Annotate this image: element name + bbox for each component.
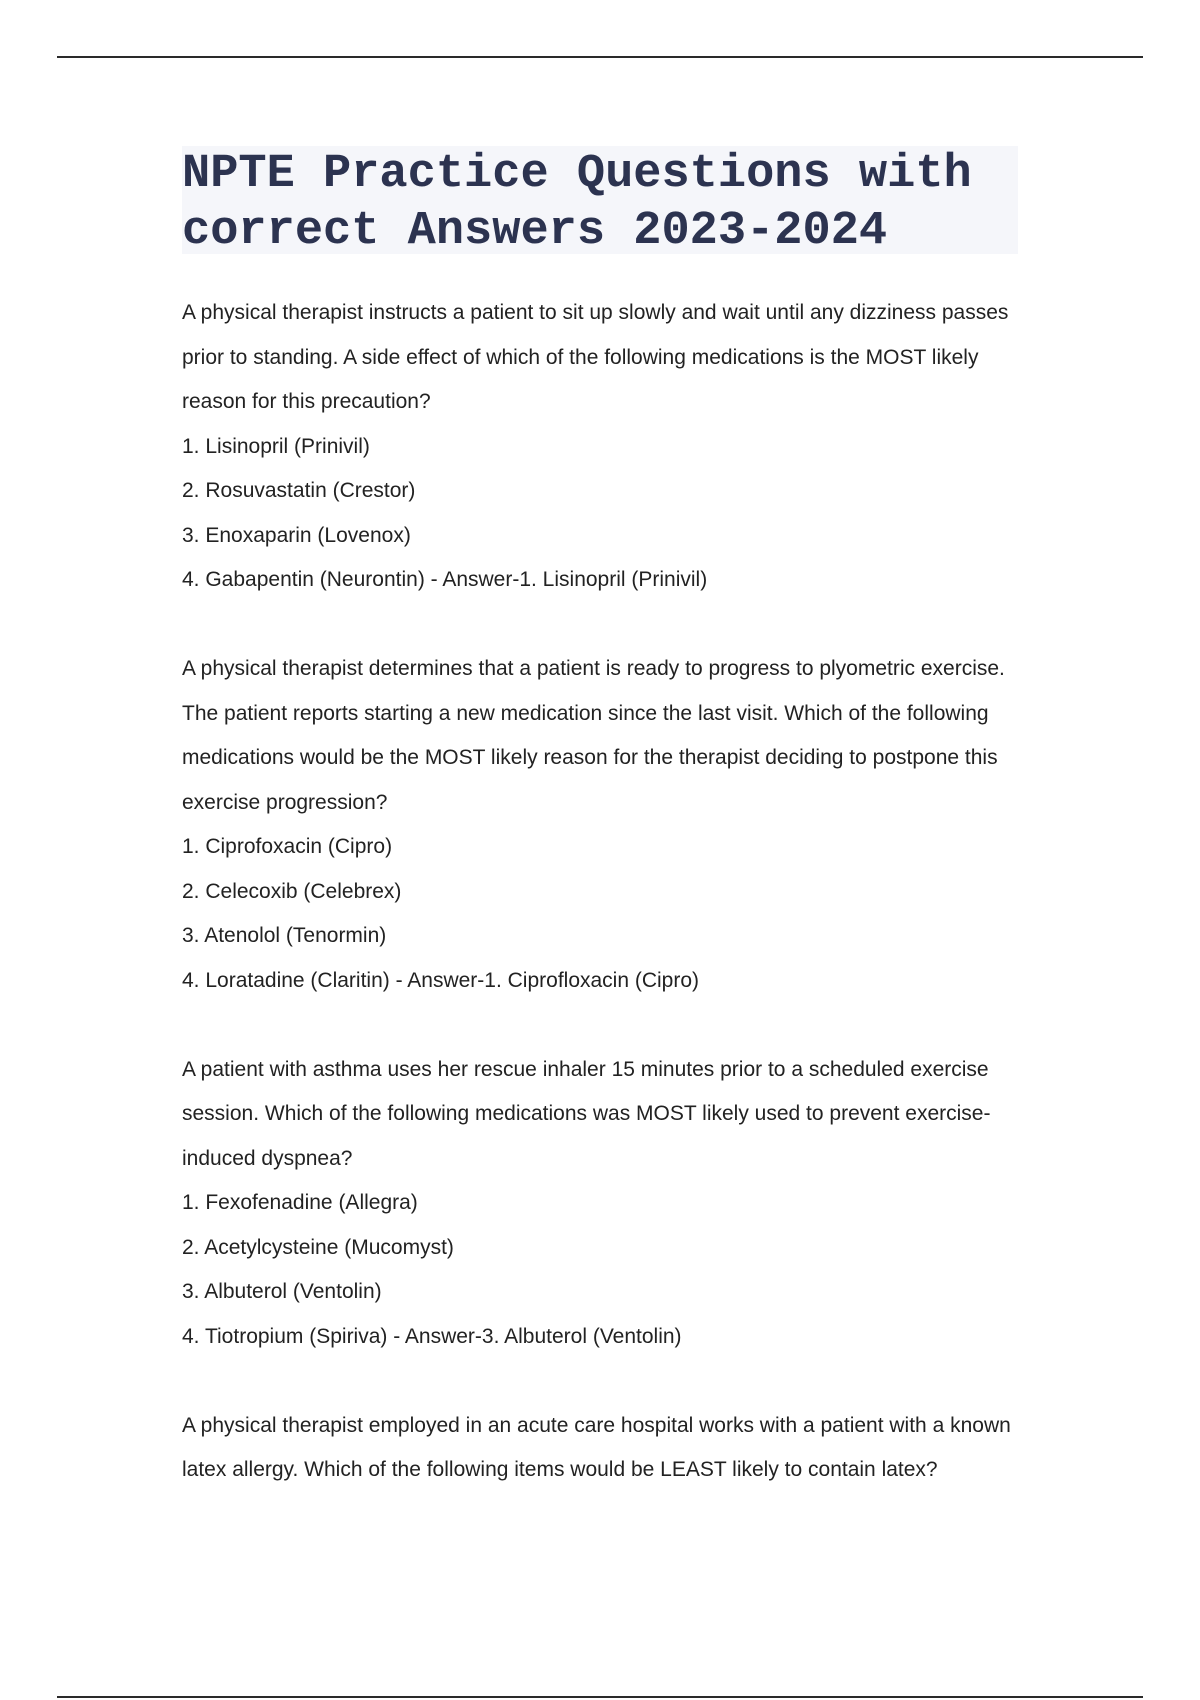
question-block	[182, 291, 1022, 603]
bottom-divider	[57, 1696, 1143, 1698]
document-body	[182, 291, 1022, 1493]
question-block	[182, 1404, 1022, 1493]
answer-option: 4. Loratadine (Claritin) - Answer-1. Ciprofloxacin (Cipro)	[182, 968, 700, 992]
answer-option: 4. Tiotropium (Spiriva) - Answer-3. Albuterol (Ventolin)	[182, 1324, 682, 1348]
title-banner	[182, 146, 1018, 258]
question-block	[182, 647, 1022, 1003]
top-divider	[57, 56, 1143, 58]
question-stem: A physical therapist instructs a patient to sit up slowly and wait until any dizziness passes prior to standing. A side effect of which of the following medications is the MOST likely reason for this precaution?	[182, 301, 1009, 413]
answer-option: 3. Atenolol (Tenormin)	[182, 924, 387, 947]
answer-option: 1. Ciprofoxacin (Cipro)	[182, 835, 393, 858]
question-stem: A physical therapist determines that a patient is ready to progress to plyometric exercise. The patient reports starting a new medication since the last visit. Which of the following medications would be the MOST likely reason for the therapist deciding to postpone this exercise progression?	[182, 657, 1005, 814]
answer-option: 4. Gabapentin (Neurontin) - Answer-1. Lisinopril (Prinivil)	[182, 568, 708, 591]
question-stem: A patient with asthma uses her rescue inhaler 15 minutes prior to a scheduled exercise session. Which of the following medications was MOST likely used to prevent exercise-induced dyspnea?	[182, 1057, 991, 1170]
answer-option: 2. Acetylcysteine (Mucomyst)	[182, 1235, 454, 1259]
answer-option: 1. Fexofenadine (Allegra)	[182, 1191, 418, 1214]
question-stem: A physical therapist employed in an acute care hospital works with a patient with a known latex allergy. Which of the following items would be LEAST likely to contain latex?	[182, 1413, 1011, 1481]
answer-option: 3. Enoxaparin (Lovenox)	[182, 523, 411, 547]
answer-option: 3. Albuterol (Ventolin)	[182, 1280, 382, 1303]
question-block	[182, 1048, 1022, 1360]
answer-option: 2. Rosuvastatin (Crestor)	[182, 479, 416, 502]
answer-option: 2. Celecoxib (Celebrex)	[182, 879, 402, 903]
answer-option: 1. Lisinopril (Prinivil)	[182, 434, 370, 458]
document-title: NPTE Practice Questions with correct Answers 2023-2024	[182, 148, 1000, 258]
